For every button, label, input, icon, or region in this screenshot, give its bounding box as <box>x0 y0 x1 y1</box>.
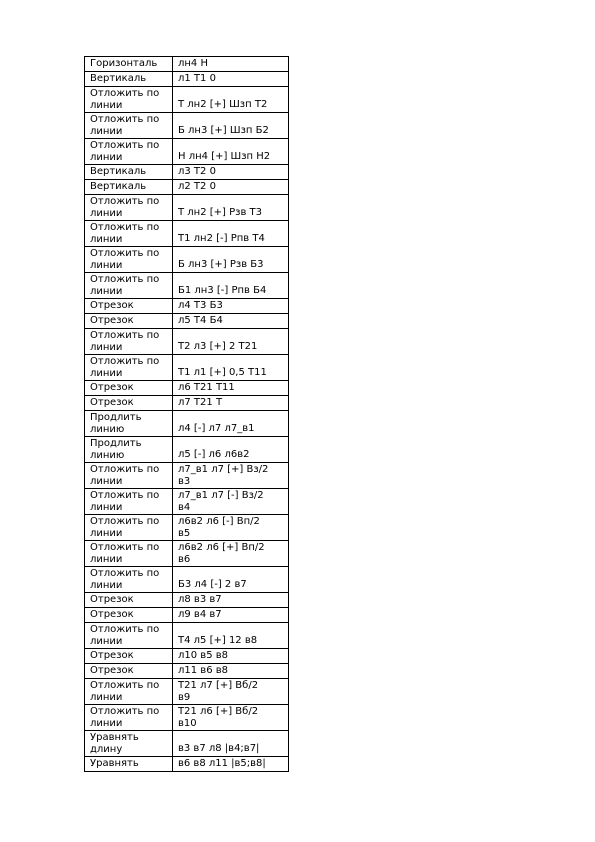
command-cell: Отрезок <box>85 608 173 623</box>
command-cell: Отложить по линии <box>85 329 173 355</box>
parameters-cell: Т4 л5 [+] 12 в8 <box>173 623 289 649</box>
parameters-cell: л4 Т3 Б3 <box>173 299 289 314</box>
table-row <box>85 411 289 437</box>
table-row <box>85 679 289 705</box>
parameters-cell: Б1 лн3 [-] Рпв Б4 <box>173 273 289 299</box>
command-cell: Отложить по линии <box>85 567 173 593</box>
table-row <box>85 757 289 772</box>
parameters-cell: лн4 Н <box>173 57 289 72</box>
command-cell: Отложить по линии <box>85 139 173 165</box>
command-cell: Отложить по линии <box>85 355 173 381</box>
table-row <box>85 541 289 567</box>
parameters-cell: в3 в7 л8 |в4;в7| <box>173 731 289 757</box>
command-cell: Отрезок <box>85 649 173 664</box>
parameters-cell: Т21 л7 [+] Вб/2 в9 <box>173 679 289 705</box>
table-row <box>85 437 289 463</box>
table-row <box>85 113 289 139</box>
table-row <box>85 664 289 679</box>
command-cell: Вертикаль <box>85 72 173 87</box>
command-cell: Отложить по линии <box>85 515 173 541</box>
parameters-cell: л5 Т4 Б4 <box>173 314 289 329</box>
command-cell: Отрезок <box>85 396 173 411</box>
command-cell: Продлить линию <box>85 411 173 437</box>
table-row <box>85 247 289 273</box>
construction-steps-body <box>85 57 289 772</box>
command-cell: Отложить по линии <box>85 221 173 247</box>
command-cell: Отложить по линии <box>85 705 173 731</box>
table-row <box>85 463 289 489</box>
parameters-cell: л4 [-] л7 л7_в1 <box>173 411 289 437</box>
table-row <box>85 381 289 396</box>
table-row <box>85 299 289 314</box>
parameters-cell: л6в2 л6 [-] Вп/2 в5 <box>173 515 289 541</box>
parameters-cell: Т1 л1 [+] 0,5 Т11 <box>173 355 289 381</box>
command-cell: Уравнять длину <box>85 731 173 757</box>
parameters-cell: Т лн2 [+] Рзв Т3 <box>173 195 289 221</box>
command-cell: Отложить по линии <box>85 113 173 139</box>
table-row <box>85 139 289 165</box>
parameters-cell: л11 в6 в8 <box>173 664 289 679</box>
command-cell: Уравнять <box>85 757 173 772</box>
parameters-cell: л1 Т1 0 <box>173 72 289 87</box>
table-row <box>85 567 289 593</box>
command-cell: Отложить по линии <box>85 623 173 649</box>
table-row <box>85 329 289 355</box>
parameters-cell: в6 в8 л11 |в5;в8| <box>173 757 289 772</box>
table-row <box>85 195 289 221</box>
table-row <box>85 72 289 87</box>
table-row <box>85 314 289 329</box>
command-cell: Отрезок <box>85 664 173 679</box>
parameters-cell: л10 в5 в8 <box>173 649 289 664</box>
parameters-cell: л7_в1 л7 [+] Вз/2 в3 <box>173 463 289 489</box>
command-cell: Отложить по линии <box>85 273 173 299</box>
table-row <box>85 593 289 608</box>
parameters-cell: Б3 л4 [-] 2 в7 <box>173 567 289 593</box>
parameters-cell: л7 Т21 Т <box>173 396 289 411</box>
command-cell: Отложить по линии <box>85 541 173 567</box>
parameters-cell: л7_в1 л7 [-] Вз/2 в4 <box>173 489 289 515</box>
table-row <box>85 731 289 757</box>
parameters-cell: Б лн3 [+] Шзп Б2 <box>173 113 289 139</box>
command-cell: Отрезок <box>85 593 173 608</box>
parameters-cell: Т1 лн2 [-] Рпв Т4 <box>173 221 289 247</box>
parameters-cell: Т2 л3 [+] 2 Т21 <box>173 329 289 355</box>
table-row <box>85 221 289 247</box>
table-row <box>85 649 289 664</box>
table-row <box>85 705 289 731</box>
table-row <box>85 57 289 72</box>
table-row <box>85 608 289 623</box>
table-row <box>85 396 289 411</box>
parameters-cell: л6в2 л6 [+] Вп/2 в6 <box>173 541 289 567</box>
command-cell: Отложить по линии <box>85 463 173 489</box>
command-cell: Отложить по линии <box>85 489 173 515</box>
table-row <box>85 87 289 113</box>
parameters-cell: л8 в3 в7 <box>173 593 289 608</box>
parameters-cell: Н лн4 [+] Шзп Н2 <box>173 139 289 165</box>
table-row <box>85 489 289 515</box>
parameters-cell: Б лн3 [+] Рзв Б3 <box>173 247 289 273</box>
command-cell: Отложить по линии <box>85 679 173 705</box>
command-cell: Отрезок <box>85 299 173 314</box>
table-row <box>85 355 289 381</box>
command-cell: Отрезок <box>85 314 173 329</box>
parameters-cell: Т21 л6 [+] Вб/2 в10 <box>173 705 289 731</box>
command-cell: Горизонталь <box>85 57 173 72</box>
table-row <box>85 273 289 299</box>
parameters-cell: Т лн2 [+] Шзп Т2 <box>173 87 289 113</box>
parameters-cell: л2 Т2 0 <box>173 180 289 195</box>
command-cell: Отложить по линии <box>85 87 173 113</box>
table-row <box>85 165 289 180</box>
parameters-cell: л6 Т21 Т11 <box>173 381 289 396</box>
command-cell: Отрезок <box>85 381 173 396</box>
table-row <box>85 623 289 649</box>
command-cell: Вертикаль <box>85 180 173 195</box>
parameters-cell: л5 [-] л6 л6в2 <box>173 437 289 463</box>
parameters-cell: л3 Т2 0 <box>173 165 289 180</box>
command-cell: Отложить по линии <box>85 195 173 221</box>
command-cell: Продлить линию <box>85 437 173 463</box>
table-row <box>85 515 289 541</box>
command-cell: Отложить по линии <box>85 247 173 273</box>
command-cell: Вертикаль <box>85 165 173 180</box>
parameters-cell: л9 в4 в7 <box>173 608 289 623</box>
construction-steps-table <box>84 56 289 772</box>
table-row <box>85 180 289 195</box>
